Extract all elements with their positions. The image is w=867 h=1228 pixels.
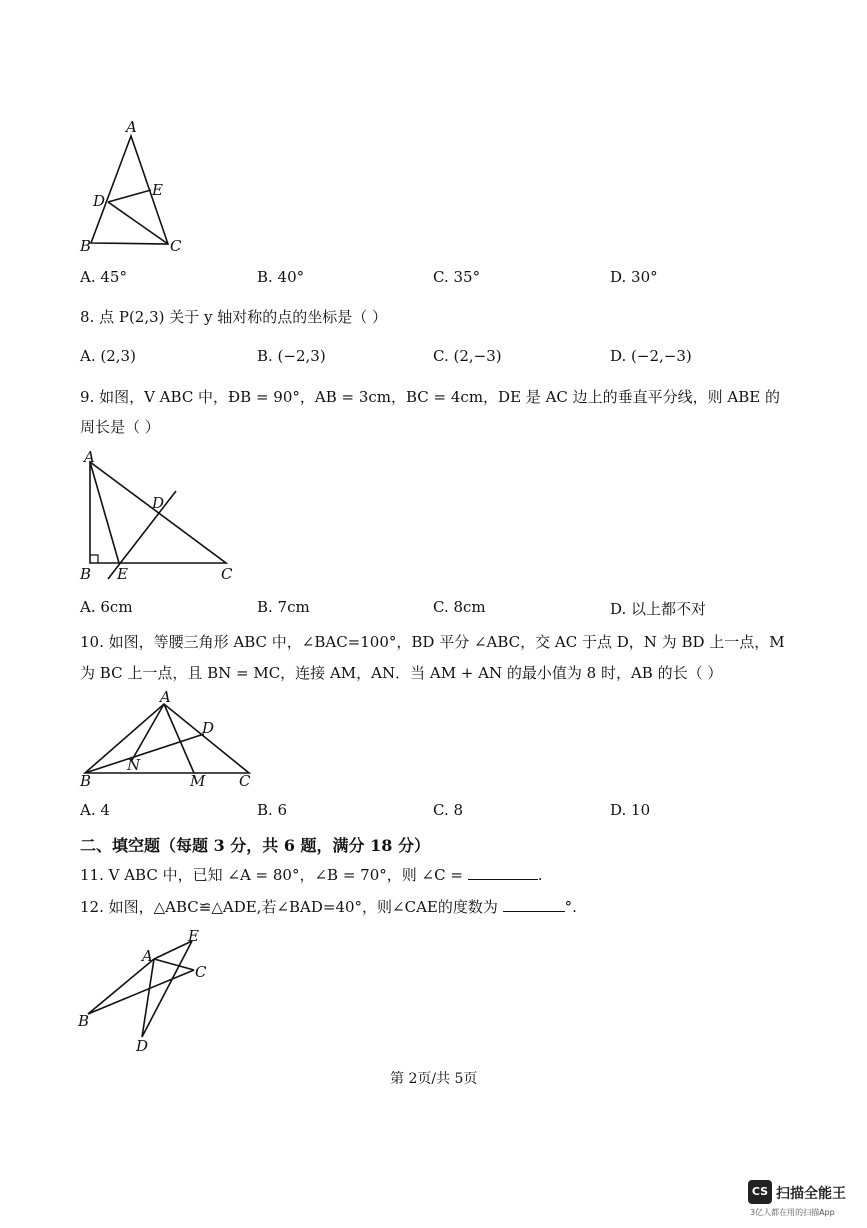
q10-option-d[interactable]: D. 10 — [610, 801, 651, 819]
page-number: 第 2页/共 5页 — [390, 1071, 478, 1087]
q9-line1: 9. 如图，V ABC 中，ÐB = 90°，AB = 3cm，BC = 4cm，DE 是 AC 边上的垂直平分线，则 ABE 的 — [80, 388, 780, 406]
q9-option-a[interactable]: A. 6cm — [80, 598, 133, 616]
q9-line2: 周长是（ ） — [80, 418, 160, 436]
q7-label-e: E — [152, 181, 163, 199]
q10-label-a: A — [160, 690, 171, 706]
q10-label-b: B — [80, 772, 92, 790]
q10-line1: 10. 如图，等腰三角形 ABC 中，∠BAC=100°，BD 平分 ∠ABC，交 AC 于点 D，N 为 BD 上一点，M — [80, 633, 785, 651]
q7-figure — [76, 118, 196, 258]
q12-label-a: A — [142, 947, 153, 965]
q12-segment-ab — [88, 959, 154, 1014]
q7-option-b[interactable]: B. 40° — [257, 268, 305, 286]
q7-option-c[interactable]: C. 35° — [433, 268, 481, 286]
q10-line2: 为 BC 上一点，且 BN = MC，连接 AM，AN．当 AM + AN 的最小值为 8 时，AB 的长（ ） — [80, 664, 723, 682]
q9-option-c[interactable]: C. 8cm — [433, 598, 486, 616]
q10-label-d: D — [202, 719, 215, 737]
q8-option-b[interactable]: B. (−2,3) — [257, 347, 326, 365]
q9-option-b[interactable]: B. 7cm — [257, 598, 310, 616]
q12-answer-blank[interactable] — [503, 897, 565, 912]
q9-triangle — [90, 462, 226, 563]
q12-label-b: B — [78, 1012, 90, 1030]
q9-figure — [76, 446, 246, 586]
q9-option-d[interactable]: D. 以上都不对 — [610, 600, 707, 618]
q8-option-c[interactable]: C. (2,−3) — [433, 347, 502, 365]
q9-label-b: B — [80, 565, 92, 583]
q12-line — [80, 896, 577, 917]
q10-label-n: N — [127, 756, 141, 774]
q7-label-c: C — [170, 237, 182, 255]
q12-segment-ae — [154, 941, 192, 959]
q8-option-a[interactable]: A. (2,3) — [80, 347, 136, 365]
section-title: 二、填空题（每题 3 分，共 6 题，满分 18 分） — [80, 836, 430, 855]
q9-label-a: A — [84, 448, 95, 466]
q7-option-a[interactable]: A. 45° — [80, 268, 127, 286]
q10-option-b[interactable]: B. 6 — [257, 801, 288, 819]
q10-label-c: C — [239, 772, 251, 790]
q9-segment-ae — [90, 462, 119, 563]
q12-label-c: C — [195, 963, 207, 981]
q7-segment-dc — [108, 202, 168, 244]
q12-label-d: D — [136, 1037, 149, 1055]
q10-option-a[interactable]: A. 4 — [80, 801, 110, 819]
q10-label-m: M — [190, 772, 206, 790]
q10-option-c[interactable]: C. 8 — [433, 801, 464, 819]
q7-segment-de — [108, 190, 151, 202]
q12-segment-bc — [88, 970, 194, 1014]
q10-figure — [76, 690, 266, 790]
q9-right-angle — [90, 555, 98, 563]
q12-label-e: E — [188, 927, 199, 945]
q8-text: 8. 点 P(2,3) 关于 y 轴对称的点的坐标是（ ） — [80, 308, 388, 326]
q7-label-b: B — [80, 237, 92, 255]
q11-text: 11. V ABC 中，已知 ∠A = 80°，∠B = 70°，则 ∠C = — [80, 866, 463, 884]
scanner-app-tagline: 3亿人都在用的扫描App — [750, 1208, 835, 1217]
q11-tail: . — [537, 866, 543, 884]
q11-line — [80, 864, 542, 885]
q9-label-c: C — [221, 565, 233, 583]
q12-text: 12. 如图，△ABC≌△ADE,若∠BAD=40°，则∠CAE的度数为 — [80, 898, 498, 916]
q12-tail: °. — [564, 898, 577, 916]
q7-option-d[interactable]: D. 30° — [610, 268, 658, 286]
q8-option-d[interactable]: D. (−2,−3) — [610, 347, 692, 365]
q12-figure — [74, 925, 224, 1055]
scanner-logo-icon: CS — [748, 1180, 772, 1204]
q11-answer-blank[interactable] — [468, 865, 538, 880]
q9-label-d: D — [152, 494, 165, 512]
scanner-app-name: 扫描全能王 — [776, 1186, 846, 1202]
q9-label-e: E — [117, 565, 128, 583]
q7-label-d: D — [93, 192, 106, 210]
q12-segment-ac — [154, 959, 194, 970]
q7-label-a: A — [126, 118, 137, 136]
q10-triangle — [85, 704, 249, 773]
